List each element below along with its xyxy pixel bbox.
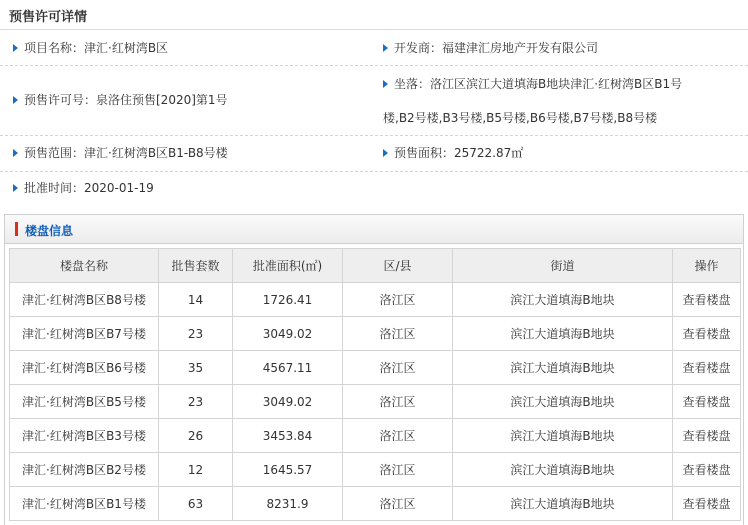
bullet-arrow-icon [13, 44, 18, 52]
building-name-cell: 津汇·红树湾B区B8号楼 [10, 283, 159, 317]
area-cell: 1726.41 [233, 283, 343, 317]
district-cell: 洛江区 [343, 453, 453, 487]
units-cell: 35 [159, 351, 233, 385]
street-cell: 滨江大道填海B地块 [453, 385, 673, 419]
bullet-arrow-icon [383, 44, 388, 52]
developer-item [383, 41, 598, 55]
table-row [10, 283, 741, 317]
location-line-1: 坐落：洛江区滨江大道填海B地块津汇·红树湾B区B1号 [394, 77, 683, 91]
permit-no-item [13, 93, 228, 107]
bullet-arrow-icon [383, 149, 388, 157]
street-cell: 滨江大道填海B地块 [453, 453, 673, 487]
view-building-link[interactable]: 查看楼盘 [682, 497, 731, 511]
building-name-cell: 津汇·红树湾B区B2号楼 [10, 453, 159, 487]
presale-area: 预售面积：25722.87㎡ [394, 146, 524, 160]
bullet-arrow-icon [13, 184, 18, 192]
column-header: 批准面积(㎡) [233, 249, 343, 283]
street-cell: 滨江大道填海B地块 [453, 419, 673, 453]
buildings-table [9, 248, 741, 521]
district-cell: 洛江区 [343, 317, 453, 351]
units-cell: 12 [159, 453, 233, 487]
project-name: 项目名称：津汇·红树湾B区 [24, 41, 169, 55]
units-cell: 63 [159, 487, 233, 521]
presale-scope: 预售范围：津汇·红树湾B区B1-B8号楼 [24, 146, 228, 160]
street-cell: 滨江大道填海B地块 [453, 351, 673, 385]
column-header: 楼盘名称 [10, 249, 159, 283]
table-row [10, 385, 741, 419]
approval-date: 批准时间：2020-01-19 [24, 181, 154, 195]
area-cell: 3049.02 [233, 385, 343, 419]
area-cell: 3453.84 [233, 419, 343, 453]
info-row-2 [0, 66, 748, 136]
area-cell: 8231.9 [233, 487, 343, 521]
district-cell: 洛江区 [343, 385, 453, 419]
column-header: 街道 [453, 249, 673, 283]
area-cell: 4567.11 [233, 351, 343, 385]
location-line-2: 楼,B2号楼,B3号楼,B5号楼,B6号楼,B7号楼,B8号楼 [383, 111, 658, 125]
action-cell [673, 351, 741, 385]
action-cell [673, 419, 741, 453]
buildings-panel-header [5, 215, 743, 244]
action-cell [673, 487, 741, 521]
street-cell: 滨江大道填海B地块 [453, 317, 673, 351]
bullet-arrow-icon [13, 149, 18, 157]
scope-item [13, 146, 228, 160]
table-row [10, 487, 741, 521]
street-cell: 滨江大道填海B地块 [453, 283, 673, 317]
page-title: 预售许可详情 [9, 10, 88, 25]
building-name-cell: 津汇·红树湾B区B1号楼 [10, 487, 159, 521]
approval-date-item [13, 181, 154, 195]
column-header: 区/县 [343, 249, 453, 283]
units-cell: 23 [159, 317, 233, 351]
buildings-panel-title: 楼盘信息 [25, 224, 74, 238]
view-building-link[interactable]: 查看楼盘 [682, 361, 731, 375]
table-row [10, 419, 741, 453]
district-cell: 洛江区 [343, 419, 453, 453]
view-building-link[interactable]: 查看楼盘 [682, 327, 731, 341]
action-cell [673, 317, 741, 351]
units-cell: 23 [159, 385, 233, 419]
permit-number: 预售许可号：泉洛住预售[2020]第1号 [24, 93, 228, 107]
area-cell: 3049.02 [233, 317, 343, 351]
table-row [10, 317, 741, 351]
table-header-row [10, 249, 741, 283]
view-building-link[interactable]: 查看楼盘 [682, 293, 731, 307]
buildings-panel [4, 214, 744, 525]
building-name-cell: 津汇·红树湾B区B6号楼 [10, 351, 159, 385]
developer: 开发商：福建津汇房地产开发有限公司 [394, 41, 599, 55]
view-building-link[interactable]: 查看楼盘 [682, 395, 731, 409]
district-cell: 洛江区 [343, 351, 453, 385]
column-header: 批售套数 [159, 249, 233, 283]
action-cell [673, 385, 741, 419]
bullet-arrow-icon [383, 80, 388, 88]
units-cell: 26 [159, 419, 233, 453]
section-marker [15, 222, 18, 236]
table-row [10, 453, 741, 487]
view-building-link[interactable]: 查看楼盘 [682, 429, 731, 443]
building-name-cell: 津汇·红树湾B区B3号楼 [10, 419, 159, 453]
location-item-cont [383, 111, 657, 125]
info-row-4 [0, 172, 748, 204]
street-cell: 滨江大道填海B地块 [453, 487, 673, 521]
action-cell [673, 453, 741, 487]
location-item [383, 77, 743, 91]
action-cell [673, 283, 741, 317]
info-row-1 [0, 30, 748, 66]
page-title-bar [0, 0, 748, 30]
units-cell: 14 [159, 283, 233, 317]
district-cell: 洛江区 [343, 283, 453, 317]
building-name-cell: 津汇·红树湾B区B5号楼 [10, 385, 159, 419]
view-building-link[interactable]: 查看楼盘 [682, 463, 731, 477]
district-cell: 洛江区 [343, 487, 453, 521]
building-name-cell: 津汇·红树湾B区B7号楼 [10, 317, 159, 351]
area-cell: 1645.57 [233, 453, 343, 487]
project-name-item [13, 41, 168, 55]
bullet-arrow-icon [13, 96, 18, 104]
info-row-3 [0, 136, 748, 172]
area-item [383, 146, 523, 160]
table-row [10, 351, 741, 385]
column-header: 操作 [673, 249, 741, 283]
